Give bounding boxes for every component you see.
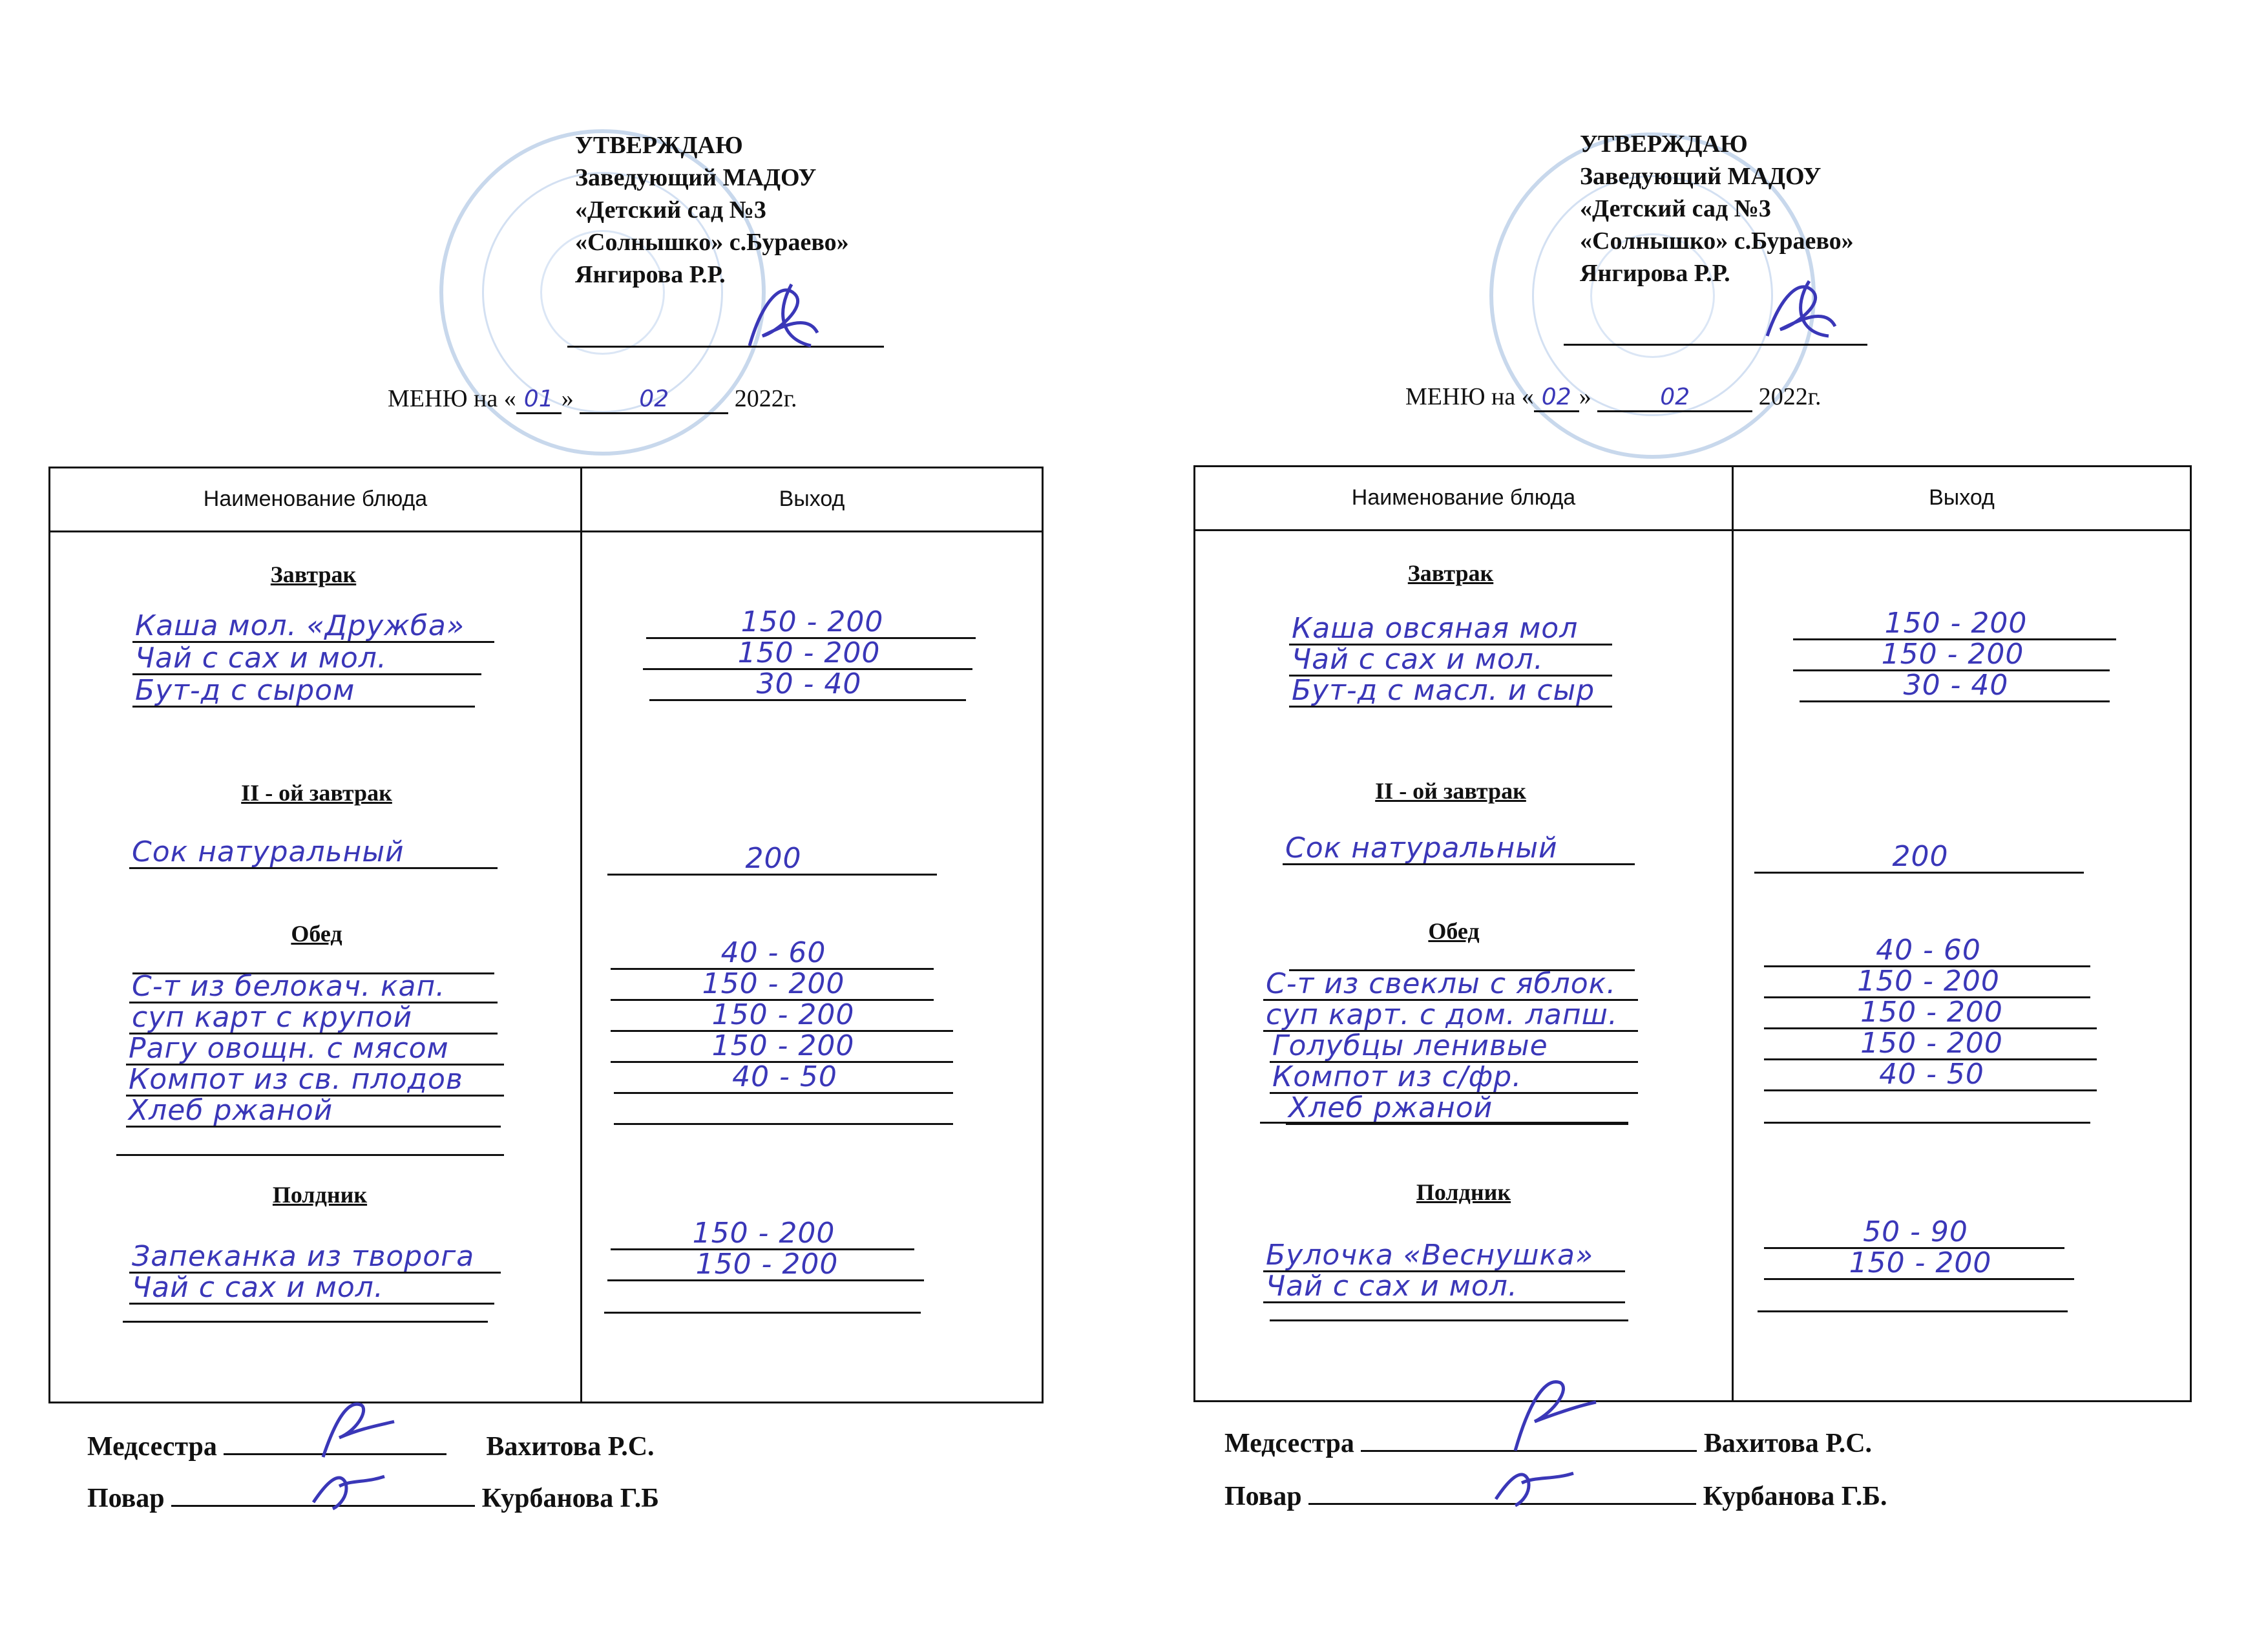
director-signature — [1754, 271, 1845, 349]
dish-item: Сок натуральный — [129, 837, 498, 869]
menu-label-close: » — [561, 385, 574, 412]
approve-person: Янгирова Р.Р. — [1580, 260, 1730, 287]
blank-line — [614, 1123, 953, 1125]
blank-line — [1758, 1310, 2068, 1312]
blank-line — [1260, 1122, 1628, 1124]
section-title-breakfast: Завтрак — [1407, 560, 1494, 586]
dish-item: Чай с сах и мол. — [132, 644, 481, 675]
section-title-second-breakfast: II - ой завтрак — [241, 780, 392, 806]
approve-person: Янгирова Р.Р. — [575, 261, 726, 288]
header-dish-name: Наименование блюда — [1351, 485, 1576, 510]
dish-item: Хлеб ржаной — [126, 1096, 501, 1128]
menu-label: МЕНЮ на « — [1405, 383, 1534, 410]
dish-item: Голубцы ленивые — [1270, 1031, 1638, 1063]
menu-day: 01 — [516, 386, 562, 414]
dish-item: Булочка «Веснушка» — [1263, 1241, 1625, 1272]
menu-month: 02 — [1597, 384, 1752, 412]
blank-line — [116, 1154, 504, 1156]
output-value: 30 - 40 — [649, 669, 966, 701]
output-value: 150 - 200 — [1793, 640, 2110, 671]
output-value: 40 - 50 — [614, 1062, 953, 1094]
output-value: 150 - 200 — [607, 1250, 924, 1281]
dish-item: Чай с сах и мол. — [1289, 645, 1612, 677]
nurse-role: Медсестра — [1224, 1429, 1354, 1458]
dish-item: Рагу овощн. с мясом — [126, 1034, 504, 1066]
nurse-name: Вахитова Р.С. — [1703, 1429, 1873, 1458]
output-value: 150 - 200 — [1764, 967, 2090, 998]
approval-block — [575, 129, 849, 291]
approve-org-line1: «Детский сад №3 — [1580, 195, 1771, 222]
header-divider — [50, 530, 1042, 532]
output-value: 150 - 200 — [1764, 1248, 2074, 1280]
menu-day: 02 — [1534, 384, 1579, 412]
blank-line — [1270, 1319, 1628, 1321]
dish-item: С-т из белокач. кап. — [129, 972, 498, 1003]
menu-label-close: » — [1579, 383, 1591, 410]
dish-item: Компот из св. плодов — [126, 1065, 504, 1097]
menu-date-line — [1405, 383, 1822, 412]
approve-position: Заведующий МАДОУ — [1580, 163, 1822, 190]
menu-label: МЕНЮ на « — [388, 385, 516, 412]
output-value: 150 - 200 — [611, 1031, 953, 1063]
dish-item: Бут-д с сыром — [132, 676, 475, 708]
output-value: 150 - 200 — [1764, 1029, 2097, 1060]
dish-item: Запеканка из творога — [129, 1242, 501, 1274]
cook-role: Повар — [1224, 1482, 1302, 1511]
blank-line — [123, 1321, 488, 1323]
dish-item: суп карт. с дом. лапш. — [1263, 1000, 1638, 1032]
cook-role: Повар — [87, 1484, 165, 1513]
header-divider — [1195, 529, 2190, 531]
cook-name: Курбанова Г.Б. — [1703, 1482, 1887, 1511]
output-value: 50 - 90 — [1764, 1217, 2064, 1249]
header-dish-name: Наименование блюда — [203, 487, 428, 511]
dish-item: Компот из с/фр. — [1270, 1062, 1638, 1094]
header-output: Выход — [779, 487, 845, 511]
dish-item: Бут-д с масл. и сыр — [1289, 676, 1612, 708]
output-value: 40 - 60 — [1764, 936, 2090, 967]
approve-org-line2: «Солнышко» с.Бураево» — [1580, 227, 1854, 255]
menu-sheet-right — [1134, 0, 2268, 1649]
section-title-lunch: Обед — [291, 921, 342, 947]
output-value: 40 - 60 — [611, 938, 934, 970]
approve-org-line1: «Детский сад №3 — [575, 196, 766, 224]
output-value: 200 — [1754, 842, 2084, 874]
approve-title: УТВЕРЖДАЮ — [575, 132, 743, 159]
dish-item: Чай с сах и мол. — [129, 1273, 494, 1305]
section-title-breakfast: Завтрак — [270, 562, 357, 587]
column-divider — [580, 468, 582, 1402]
section-title-second-breakfast: II - ой завтрак — [1375, 778, 1526, 804]
menu-year: 2022г. — [734, 385, 797, 412]
nurse-name: Вахитова Р.С. — [486, 1432, 655, 1462]
section-title-snack: Полдник — [272, 1182, 368, 1208]
output-value: 150 - 200 — [611, 1219, 914, 1250]
output-value: 150 - 200 — [643, 638, 972, 670]
menu-month: 02 — [580, 386, 728, 414]
dish-item: суп карт с крупой — [129, 1003, 498, 1035]
column-divider — [1732, 467, 1734, 1400]
dish-item: Каша мол. «Дружба» — [132, 611, 494, 643]
cook-signature — [300, 1457, 397, 1515]
nurse-signature — [1496, 1367, 1606, 1457]
menu-date-line — [388, 384, 797, 414]
approval-block — [1580, 128, 1854, 289]
dish-item: Каша овсяная мол — [1289, 614, 1612, 646]
output-value: 150 - 200 — [646, 607, 976, 639]
dish-item: Сок натуральный — [1283, 834, 1635, 865]
output-value: 150 - 200 — [611, 969, 934, 1001]
dish-item: Хлеб ржаной — [1286, 1093, 1628, 1125]
blank-line — [1764, 1122, 2090, 1124]
header-output: Выход — [1929, 485, 1995, 510]
dish-item: С-т из свеклы с яблок. — [1263, 969, 1638, 1001]
approve-title: УТВЕРЖДАЮ — [1580, 131, 1748, 158]
director-signature — [737, 275, 827, 359]
approve-signature-line — [567, 346, 884, 348]
menu-year: 2022г. — [1758, 383, 1822, 410]
nurse-role: Медсестра — [87, 1432, 217, 1462]
approve-position: Заведующий МАДОУ — [575, 164, 817, 191]
output-value: 30 - 40 — [1800, 671, 2110, 702]
output-value: 150 - 200 — [611, 1000, 953, 1032]
blank-line — [604, 1312, 921, 1314]
cook-name: Курбанова Г.Б — [481, 1484, 660, 1513]
cook-signature — [1483, 1454, 1586, 1512]
section-title-lunch: Обед — [1428, 918, 1480, 944]
output-value: 150 - 200 — [1793, 609, 2116, 640]
output-value: 40 - 50 — [1764, 1060, 2097, 1091]
dish-item: Чай с сах и мол. — [1263, 1272, 1625, 1303]
section-title-snack: Полдник — [1416, 1179, 1511, 1205]
output-value: 150 - 200 — [1764, 998, 2097, 1029]
nurse-signature — [304, 1392, 407, 1464]
output-value: 200 — [607, 844, 937, 876]
approve-org-line2: «Солнышко» с.Бураево» — [575, 229, 849, 256]
